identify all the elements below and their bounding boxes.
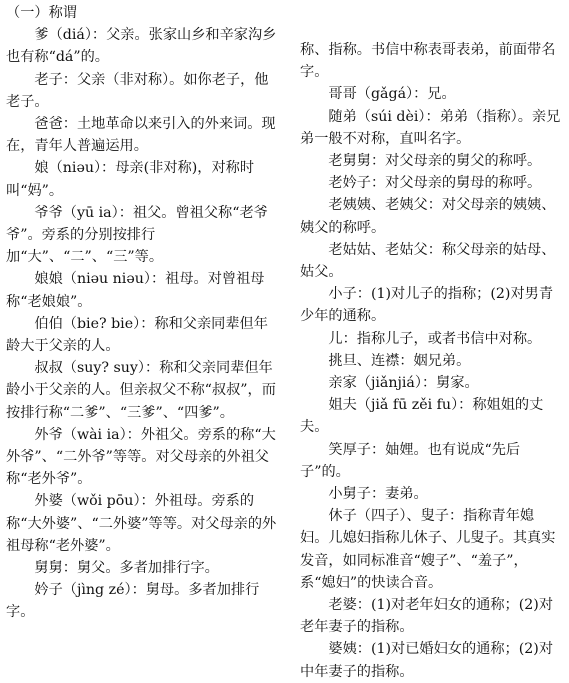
entry-laoyiyi: 老姨姨、老姨父：对父母亲的姨姨、姨父的称呼。 — [300, 197, 556, 236]
entry-shushu: 叔叔（suy? suy）：称和父亲同辈但年龄小于父亲的人。但亲叔父不称“叔叔”，而按排行称“二爹”、“三爹”、“四爹”。 — [6, 360, 276, 421]
entry-qinjia: 亲家（jiǎnjiá）：舅家。 — [328, 375, 479, 392]
entry-xiaojiuzi: 小舅子：妻弟。 — [328, 486, 428, 503]
section-heading: （一）称谓 — [6, 5, 77, 21]
entry-laozi: 老子：父亲（非对称）。如你老子，他老子。 — [6, 71, 269, 110]
entry-die: 爹（diá）：父亲。张家山乡和辛家沟乡也有称“dá”的。 — [6, 27, 277, 66]
entry-jiujiu: 舅舅：舅父。多者加排行字。 — [34, 560, 219, 577]
left-column — [6, 0, 282, 624]
entry-suidi: 随弟（súi dèi）：弟弟（指称）。亲兄弟一般不对称，直叫名字。 — [300, 108, 561, 147]
entry-waipo: 外婆（wǒi pōu）：外祖母。旁系的称“大外婆”、“二外婆”等等。对父母亲的外祖母称“老外婆”。 — [6, 493, 277, 554]
entry-laojinzi: 老妗子：对父母亲的舅母的称呼。 — [328, 175, 542, 192]
entry-er: 儿：指称儿子，或者书信中对称。 — [328, 330, 542, 347]
entry-jinzi: 妗子（jìng zé）：舅母。多者加排行字。 — [6, 582, 260, 621]
entry-poyi: 婆姨：(1)对已婚妇女的通称；(2)对中年妻子的指称。 — [300, 641, 554, 680]
entry-xiaohouzi: 笑厚子：妯娌。也有说成“先后子”的。 — [300, 441, 521, 480]
entry-bobo: 伯伯（bie? bie）：称和父亲同辈但年龄大于父亲的人。 — [6, 315, 268, 355]
entry-xiuzi: 休子（四子）、叟子：指称青年媳妇。儿媳妇指称儿休子、儿叟子。其真实发音，如同标准音“嫂子”、“羞子”，系“媳妇”的快读合音。 — [300, 508, 556, 591]
entry-laojiujiu: 老舅舅：对父母亲的舅父的称呼。 — [328, 153, 542, 170]
entry-jiefu: 姐夫（jiǎ fū zěi fu）：称姐姐的丈夫。 — [300, 397, 544, 436]
entry-yeye: 爷爷（yū ia）：祖父。曾祖父称“老爷爷”。旁系的分别按排行加“大”、“二”、“三”等。 — [6, 204, 268, 266]
entry-laopo: 老婆：(1)对老年妇女的通称；(2)对老年妻子的指称。 — [300, 597, 554, 636]
entry-niang: 娘（niǝu）：母亲(非对称)，对称时叫“妈”。 — [6, 160, 255, 199]
entry-laogugu: 老姑姑、老姑父：称父母亲的姑母、姑父。 — [300, 241, 556, 281]
right-column — [300, 39, 562, 683]
entry-baba: 爸爸：土地革命以来引入的外来词。现在，青年人普遍运用。 — [6, 116, 276, 155]
entry-tiaodan: 挑旦、连襟：姻兄弟。 — [328, 352, 471, 369]
entry-continuation: 称、指称。书信中称表哥表弟，前面带名字。 — [300, 42, 556, 81]
entry-niangniang: 娘娘（niǝu niǝu）：祖母。对曾祖母称“老娘娘”。 — [6, 271, 265, 310]
entry-xiaozi: 小子：(1)对儿子的指称；(2)对男青少年的通称。 — [300, 286, 554, 325]
entry-waiye: 外爷（wài ia）：外祖父。旁系的称“大外爷”、“二外爷”等等。对父母亲的外祖父称“老外爷”。 — [6, 426, 276, 488]
entry-gege: 哥哥（gǎgá）：兄。 — [328, 86, 456, 103]
